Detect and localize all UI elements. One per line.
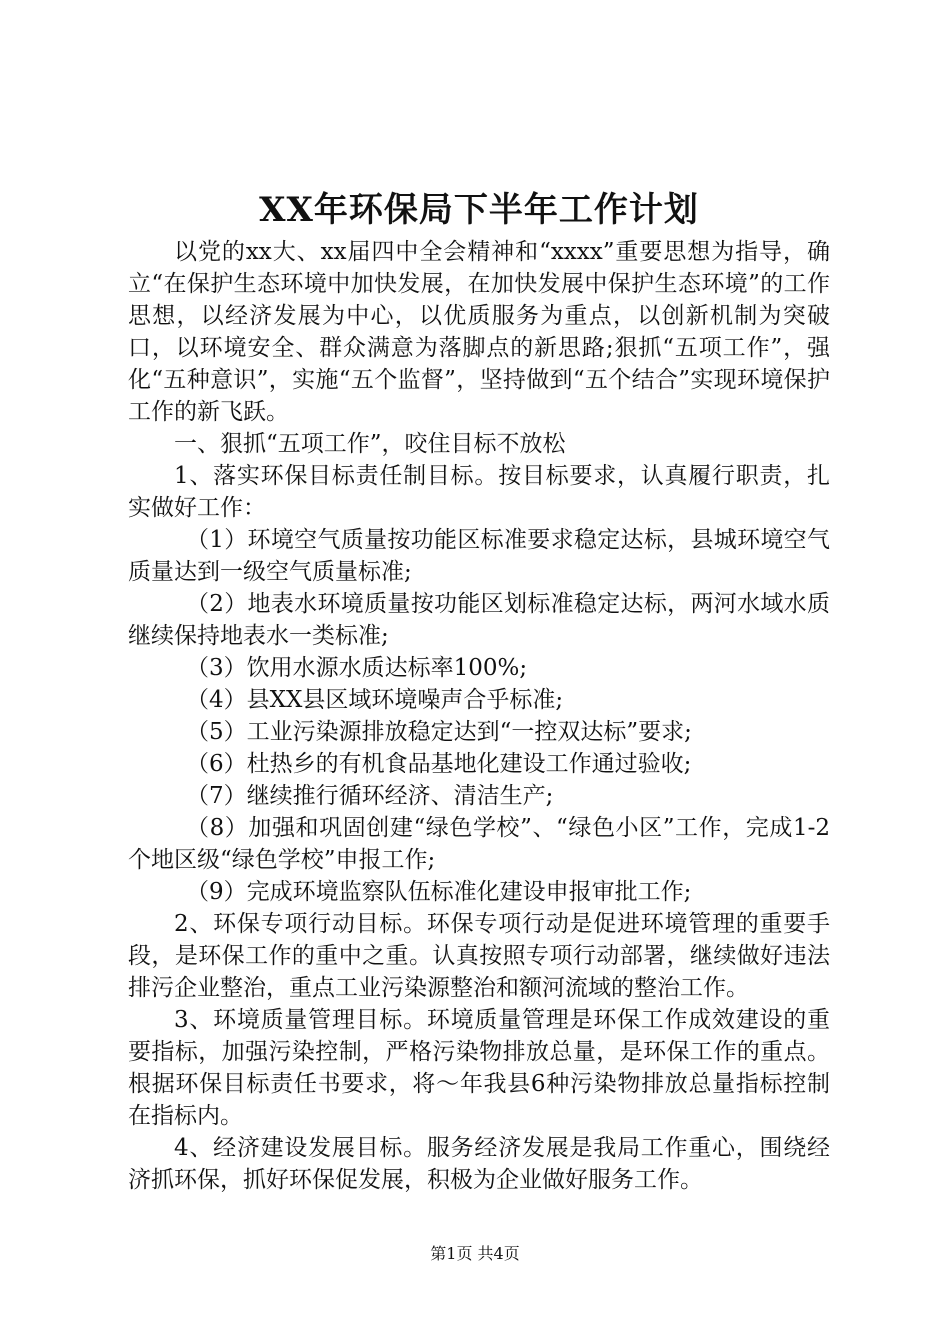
sub-item: （2）地表水环境质量按功能区划标准稳定达标，两河水域水质继续保持地表水一类标准; [128, 591, 830, 649]
item-paragraph: 3、环境质量管理目标。环境质量管理是环保工作成效建设的重要指标，加强污染控制，严格污染物排放总量，是环保工作的重点。根据环保目标责任书要求，将～年我县6种污染物排放总量指标控制在指标内。 [128, 1007, 830, 1129]
sub-item: （9）完成环境监察队伍标准化建设申报审批工作; [186, 879, 692, 905]
item-paragraph: 2、环保专项行动目标。环保专项行动是促进环境管理的重要手段，是环保工作的重中之重。认真按照专项行动部署，继续做好违法排污企业整治，重点工业污染源整治和额河流域的整治工作。 [128, 911, 830, 1001]
sub-item: （5）工业污染源排放稳定达到“一控双达标”要求; [186, 719, 692, 745]
item-paragraph: 1、落实环保目标责任制目标。按目标要求，认真履行职责，扎实做好工作： [128, 463, 830, 521]
sub-item: （4）县XX县区域环境噪声合乎标准; [186, 687, 564, 713]
document-title: XX年环保局下半年工作计划 [259, 190, 699, 230]
section-heading: 一、狠抓“五项工作”，咬住目标不放松 [174, 431, 566, 457]
intro-paragraph: 以党的xx大、xx届四中全会精神和“xxxx”重要思想为指导，确立“在保护生态环境中加快发展，在加快发展中保护生态环境”的工作思想，以经济发展为中心，以优质服务为重点，以创新机制为突破口，以环境安全、群众满意为落脚点的新思路;狠抓“五项工作”，强化“五种意识”，实施“五个监督”，坚持做到“五个结合”实现环境保护工作的新飞跃。 [128, 239, 830, 425]
sub-item: （1）环境空气质量按功能区标准要求稳定达标，县城环境空气质量达到一级空气质量标准; [128, 527, 830, 585]
sub-item: （6）杜热乡的有机食品基地化建设工作通过验收; [186, 751, 692, 777]
sub-item: （7）继续推行循环经济、清洁生产; [186, 783, 554, 809]
sub-item: （8）加强和巩固创建“绿色学校”、“绿色小区”工作，完成1-2个地区级“绿色学校”申报工作; [128, 815, 830, 873]
sub-item: （3）饮用水源水质达标率100%; [186, 655, 528, 681]
page-footer: 第1页 共4页 [430, 1244, 520, 1263]
document-body [128, 186, 830, 1196]
item-paragraph: 4、经济建设发展目标。服务经济发展是我局工作重心，围绕经济抓环保，抓好环保促发展，积极为企业做好服务工作。 [128, 1135, 830, 1193]
